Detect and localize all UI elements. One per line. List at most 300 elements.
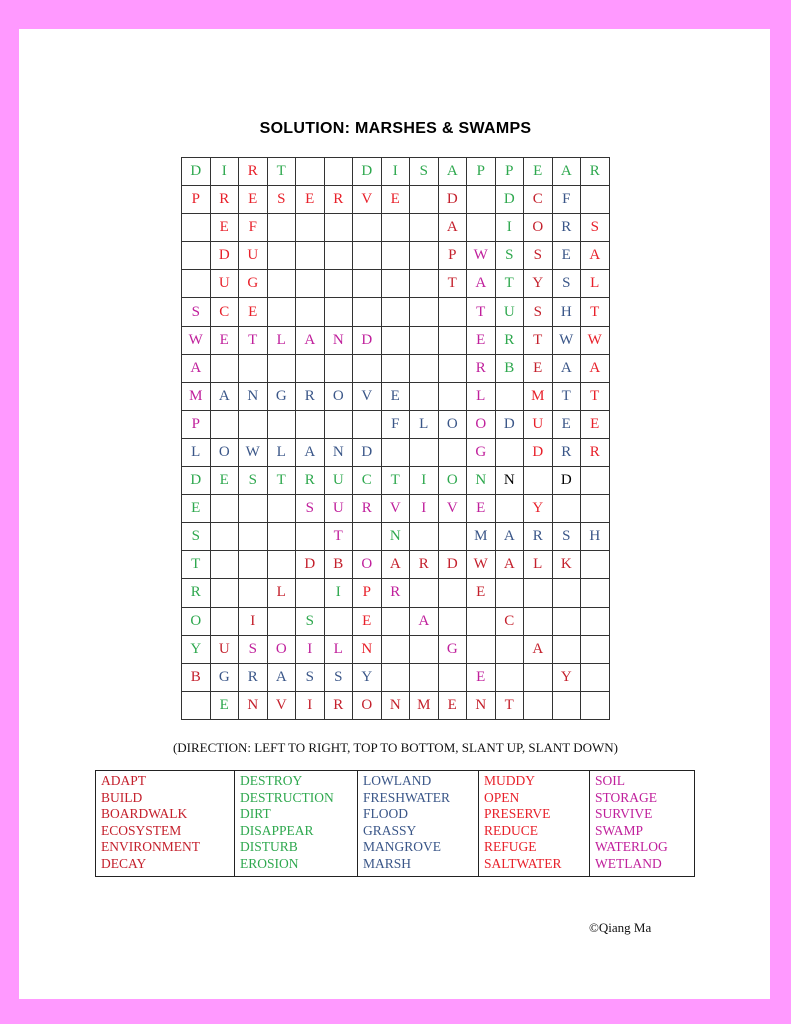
grid-cell: Y	[353, 663, 382, 691]
word-list-item: WETLAND	[595, 855, 662, 871]
grid-cell: T	[267, 467, 296, 495]
grid-cell: U	[524, 410, 553, 438]
grid-cell: E	[210, 326, 239, 354]
grid-cell	[495, 635, 524, 663]
grid-cell: D	[353, 326, 382, 354]
grid-cell: D	[438, 186, 467, 214]
grid-cell: P	[467, 158, 496, 186]
grid-cell	[381, 607, 410, 635]
grid-row	[182, 495, 610, 523]
grid-cell	[267, 607, 296, 635]
grid-cell: B	[495, 354, 524, 382]
grid-cell: N	[381, 523, 410, 551]
grid-cell	[410, 579, 439, 607]
grid-cell: W	[581, 326, 610, 354]
grid-cell	[324, 354, 353, 382]
grid-cell	[267, 410, 296, 438]
grid-cell: E	[381, 186, 410, 214]
direction-note: (DIRECTION: LEFT TO RIGHT, TOP TO BOTTOM, SLANT UP, SLANT DOWN)	[172, 740, 619, 755]
grid-cell: A	[524, 635, 553, 663]
grid-row	[182, 410, 610, 438]
grid-cell: I	[495, 214, 524, 242]
grid-cell: A	[381, 551, 410, 579]
word-list-item: ENVIRONMENT	[101, 839, 200, 854]
grid-cell: R	[410, 551, 439, 579]
grid-cell: M	[467, 523, 496, 551]
grid-cell: E	[210, 467, 239, 495]
grid-cell	[267, 354, 296, 382]
grid-cell: Y	[182, 635, 211, 663]
word-list-item: DESTRUCTION	[240, 789, 334, 805]
grid-cell	[353, 354, 382, 382]
grid-cell	[267, 270, 296, 298]
grid-cell: O	[438, 410, 467, 438]
word-list-item: STORAGE	[595, 789, 658, 805]
grid-cell: T	[467, 298, 496, 326]
grid-cell: I	[239, 607, 268, 635]
grid-cell: K	[552, 551, 581, 579]
grid-cell	[524, 579, 553, 607]
grid-cell	[267, 242, 296, 270]
grid-cell	[467, 186, 496, 214]
grid-cell: R	[467, 354, 496, 382]
grid-cell	[410, 242, 439, 270]
grid-cell: U	[239, 242, 268, 270]
grid-cell: S	[552, 523, 581, 551]
grid-cell	[438, 438, 467, 466]
grid-cell: E	[353, 607, 382, 635]
grid-row	[182, 551, 610, 579]
grid-cell	[296, 270, 325, 298]
word-list-item: BUILD	[101, 789, 143, 805]
grid-cell: R	[296, 382, 325, 410]
grid-cell: R	[353, 495, 382, 523]
grid-cell	[267, 298, 296, 326]
grid-cell: N	[353, 635, 382, 663]
word-list-item: REDUCE	[484, 822, 538, 838]
grid-cell: W	[467, 242, 496, 270]
word-list-column	[590, 771, 695, 877]
grid-cell: A	[552, 158, 581, 186]
word-list-item: SWAMP	[595, 822, 644, 838]
grid-cell: E	[552, 242, 581, 270]
grid-cell: T	[495, 691, 524, 719]
grid-cell: U	[324, 495, 353, 523]
grid-cell	[210, 579, 239, 607]
grid-cell	[467, 214, 496, 242]
grid-cell	[296, 298, 325, 326]
grid-cell	[381, 298, 410, 326]
grid-cell	[495, 495, 524, 523]
grid-cell	[296, 579, 325, 607]
grid-cell: B	[182, 663, 211, 691]
grid-cell: O	[324, 382, 353, 410]
grid-cell: A	[495, 523, 524, 551]
grid-cell: P	[182, 186, 211, 214]
grid-cell	[438, 579, 467, 607]
grid-cell	[410, 214, 439, 242]
grid-cell: R	[495, 326, 524, 354]
grid-cell: D	[353, 438, 382, 466]
grid-cell: D	[552, 467, 581, 495]
grid-cell: U	[495, 298, 524, 326]
grid-cell	[353, 410, 382, 438]
grid-cell	[467, 607, 496, 635]
grid-cell	[324, 270, 353, 298]
grid-cell	[182, 691, 211, 719]
grid-cell: E	[210, 691, 239, 719]
grid-row	[182, 186, 610, 214]
grid-cell	[438, 326, 467, 354]
grid-row	[182, 438, 610, 466]
grid-cell: N	[467, 467, 496, 495]
word-list-item: SOIL	[595, 773, 625, 788]
page-title: SOLUTION: MARSHES & SWAMPS	[259, 120, 532, 137]
word-list-item: OPEN	[484, 789, 520, 805]
grid-cell	[210, 495, 239, 523]
grid-cell: I	[410, 495, 439, 523]
grid-cell: R	[552, 214, 581, 242]
grid-row	[182, 691, 610, 719]
grid-cell: S	[495, 242, 524, 270]
grid-cell: V	[353, 382, 382, 410]
grid-cell: D	[182, 467, 211, 495]
grid-cell	[581, 186, 610, 214]
grid-cell	[353, 523, 382, 551]
word-list-item: MARSH	[363, 855, 412, 871]
grid-cell: L	[324, 635, 353, 663]
grid-cell	[552, 495, 581, 523]
grid-cell: Y	[524, 495, 553, 523]
word-list-column	[358, 771, 479, 877]
grid-cell: V	[438, 495, 467, 523]
grid-cell: S	[296, 607, 325, 635]
grid-cell: O	[467, 410, 496, 438]
grid-cell: S	[524, 242, 553, 270]
word-list-item: WATERLOG	[595, 839, 668, 854]
grid-cell	[267, 495, 296, 523]
grid-cell	[524, 663, 553, 691]
grid-cell: U	[324, 467, 353, 495]
grid-cell	[552, 579, 581, 607]
grid-cell	[210, 607, 239, 635]
grid-cell: T	[552, 382, 581, 410]
grid-cell	[581, 467, 610, 495]
grid-cell: I	[296, 635, 325, 663]
grid-cell: D	[524, 438, 553, 466]
word-list-item: PRESERVE	[484, 806, 551, 821]
grid-cell: O	[524, 214, 553, 242]
grid-cell: E	[381, 382, 410, 410]
grid-cell	[381, 354, 410, 382]
grid-cell: L	[267, 326, 296, 354]
grid-cell: S	[296, 663, 325, 691]
grid-cell: S	[410, 158, 439, 186]
grid-cell	[296, 214, 325, 242]
grid-cell: A	[581, 242, 610, 270]
grid-cell: L	[267, 579, 296, 607]
grid-cell: O	[182, 607, 211, 635]
grid-row	[182, 663, 610, 691]
grid-cell: N	[381, 691, 410, 719]
grid-cell: F	[239, 214, 268, 242]
grid-cell	[353, 214, 382, 242]
grid-cell: I	[210, 158, 239, 186]
grid-cell: S	[524, 298, 553, 326]
grid-cell: T	[182, 551, 211, 579]
grid-cell	[296, 354, 325, 382]
grid-cell	[495, 579, 524, 607]
grid-cell	[324, 242, 353, 270]
word-list-item: DESTROY	[240, 773, 303, 788]
grid-cell: R	[524, 523, 553, 551]
word-list-item: DECAY	[101, 855, 147, 871]
word-list-item: SURVIVE	[595, 806, 653, 821]
grid-cell: E	[296, 186, 325, 214]
grid-cell: R	[552, 438, 581, 466]
grid-cell: C	[524, 186, 553, 214]
grid-cell	[296, 410, 325, 438]
grid-cell	[324, 607, 353, 635]
grid-cell	[381, 326, 410, 354]
grid-cell: R	[324, 691, 353, 719]
grid-cell	[182, 214, 211, 242]
grid-cell: L	[581, 270, 610, 298]
grid-cell: R	[182, 579, 211, 607]
grid-cell: A	[438, 214, 467, 242]
grid-cell: U	[210, 635, 239, 663]
grid-cell	[438, 607, 467, 635]
grid-cell	[353, 298, 382, 326]
grid-cell	[239, 523, 268, 551]
grid-cell: V	[353, 186, 382, 214]
grid-cell: W	[467, 551, 496, 579]
grid-cell: R	[239, 158, 268, 186]
grid-cell: N	[324, 438, 353, 466]
grid-cell	[438, 298, 467, 326]
grid-cell: Y	[552, 663, 581, 691]
grid-row	[182, 214, 610, 242]
grid-cell: N	[467, 691, 496, 719]
grid-cell: N	[495, 467, 524, 495]
grid-row	[182, 635, 610, 663]
grid-cell: E	[467, 579, 496, 607]
grid-cell	[381, 242, 410, 270]
grid-cell: C	[210, 298, 239, 326]
grid-cell	[410, 298, 439, 326]
grid-cell	[410, 354, 439, 382]
grid-cell: C	[495, 607, 524, 635]
grid-cell	[438, 382, 467, 410]
grid-cell: E	[467, 495, 496, 523]
grid-cell: A	[267, 663, 296, 691]
grid-cell: T	[524, 326, 553, 354]
grid-cell	[239, 579, 268, 607]
grid-cell	[239, 410, 268, 438]
grid-cell: L	[267, 438, 296, 466]
grid-cell	[410, 663, 439, 691]
grid-cell: N	[239, 691, 268, 719]
grid-cell: H	[581, 523, 610, 551]
grid-row	[182, 467, 610, 495]
grid-cell: R	[210, 186, 239, 214]
grid-cell	[552, 607, 581, 635]
word-list-column	[235, 771, 358, 877]
word-list-item: EROSION	[240, 855, 299, 871]
grid-cell: T	[581, 298, 610, 326]
grid-cell: M	[182, 382, 211, 410]
grid-cell	[581, 607, 610, 635]
grid-cell	[524, 467, 553, 495]
grid-cell: I	[296, 691, 325, 719]
grid-cell: A	[410, 607, 439, 635]
word-list-item: ECOSYSTEM	[101, 822, 182, 838]
grid-cell: U	[210, 270, 239, 298]
grid-cell: D	[210, 242, 239, 270]
grid-cell: W	[182, 326, 211, 354]
word-list-item: SALTWATER	[484, 855, 562, 871]
grid-cell	[581, 495, 610, 523]
grid-row	[182, 298, 610, 326]
grid-cell: A	[438, 158, 467, 186]
grid-cell: P	[438, 242, 467, 270]
grid-cell: P	[353, 579, 382, 607]
word-list-item: DIRT	[240, 806, 271, 821]
grid-cell	[296, 158, 325, 186]
grid-cell: O	[438, 467, 467, 495]
grid-cell: S	[182, 523, 211, 551]
word-list-column	[479, 771, 590, 877]
word-list-item: GRASSY	[363, 822, 417, 838]
grid-cell	[296, 242, 325, 270]
grid-cell	[410, 186, 439, 214]
grid-cell	[410, 270, 439, 298]
grid-cell: E	[239, 298, 268, 326]
grid-cell: E	[467, 663, 496, 691]
grid-cell	[381, 270, 410, 298]
grid-cell: E	[524, 354, 553, 382]
grid-cell: G	[210, 663, 239, 691]
grid-cell	[239, 495, 268, 523]
grid-cell: R	[581, 438, 610, 466]
grid-cell: A	[467, 270, 496, 298]
grid-cell: E	[524, 158, 553, 186]
grid-cell: Y	[524, 270, 553, 298]
grid-cell: F	[381, 410, 410, 438]
grid-cell: I	[410, 467, 439, 495]
grid-cell	[182, 270, 211, 298]
grid-cell: O	[267, 635, 296, 663]
grid-cell: A	[296, 326, 325, 354]
grid-cell	[324, 298, 353, 326]
grid-cell: R	[324, 186, 353, 214]
grid-cell	[296, 523, 325, 551]
grid-cell	[239, 551, 268, 579]
grid-cell	[353, 270, 382, 298]
grid-cell	[581, 691, 610, 719]
grid-cell	[581, 579, 610, 607]
grid-cell: E	[182, 495, 211, 523]
word-list-item: LOWLAND	[363, 773, 432, 788]
grid-cell: M	[524, 382, 553, 410]
grid-cell	[353, 242, 382, 270]
grid-cell: S	[182, 298, 211, 326]
grid-row	[182, 523, 610, 551]
grid-cell: T	[324, 523, 353, 551]
grid-cell: R	[581, 158, 610, 186]
grid-cell: D	[296, 551, 325, 579]
grid-cell: A	[296, 438, 325, 466]
word-list-item: ADAPT	[101, 773, 147, 788]
grid-cell	[467, 635, 496, 663]
grid-cell: E	[438, 691, 467, 719]
grid-cell: T	[239, 326, 268, 354]
grid-cell: O	[353, 551, 382, 579]
word-list-table	[95, 770, 695, 877]
grid-cell	[581, 551, 610, 579]
grid-cell	[410, 635, 439, 663]
grid-cell: A	[182, 354, 211, 382]
grid-cell	[438, 523, 467, 551]
grid-cell: S	[239, 467, 268, 495]
grid-cell: E	[467, 326, 496, 354]
grid-cell	[410, 438, 439, 466]
grid-cell: G	[467, 438, 496, 466]
grid-cell: N	[239, 382, 268, 410]
grid-cell: G	[267, 382, 296, 410]
grid-cell: E	[552, 410, 581, 438]
grid-cell: N	[324, 326, 353, 354]
grid-cell: E	[210, 214, 239, 242]
grid-cell	[210, 551, 239, 579]
grid-cell: L	[182, 438, 211, 466]
word-list-item: MUDDY	[484, 773, 536, 788]
copyright-notice: ©Qiang Ma	[589, 920, 652, 935]
grid-cell: R	[381, 579, 410, 607]
grid-cell	[182, 242, 211, 270]
grid-cell: A	[552, 354, 581, 382]
grid-cell: S	[581, 214, 610, 242]
grid-cell	[524, 607, 553, 635]
grid-cell: P	[495, 158, 524, 186]
grid-cell: T	[438, 270, 467, 298]
grid-cell: I	[324, 579, 353, 607]
grid-row	[182, 242, 610, 270]
grid-cell: I	[381, 158, 410, 186]
grid-cell	[581, 663, 610, 691]
grid-cell: E	[581, 410, 610, 438]
grid-row	[182, 158, 610, 186]
word-list-column	[96, 771, 235, 877]
word-list-item: FRESHWATER	[363, 789, 451, 805]
grid-cell	[438, 354, 467, 382]
grid-cell: W	[552, 326, 581, 354]
grid-cell	[552, 635, 581, 663]
grid-cell	[381, 438, 410, 466]
grid-cell: G	[438, 635, 467, 663]
grid-cell	[381, 635, 410, 663]
grid-cell: L	[524, 551, 553, 579]
grid-row	[182, 579, 610, 607]
grid-cell: V	[381, 495, 410, 523]
grid-cell	[410, 523, 439, 551]
grid-cell	[210, 523, 239, 551]
grid-cell	[552, 691, 581, 719]
grid-cell: S	[267, 186, 296, 214]
grid-cell: H	[552, 298, 581, 326]
grid-row	[182, 326, 610, 354]
grid-cell	[324, 410, 353, 438]
